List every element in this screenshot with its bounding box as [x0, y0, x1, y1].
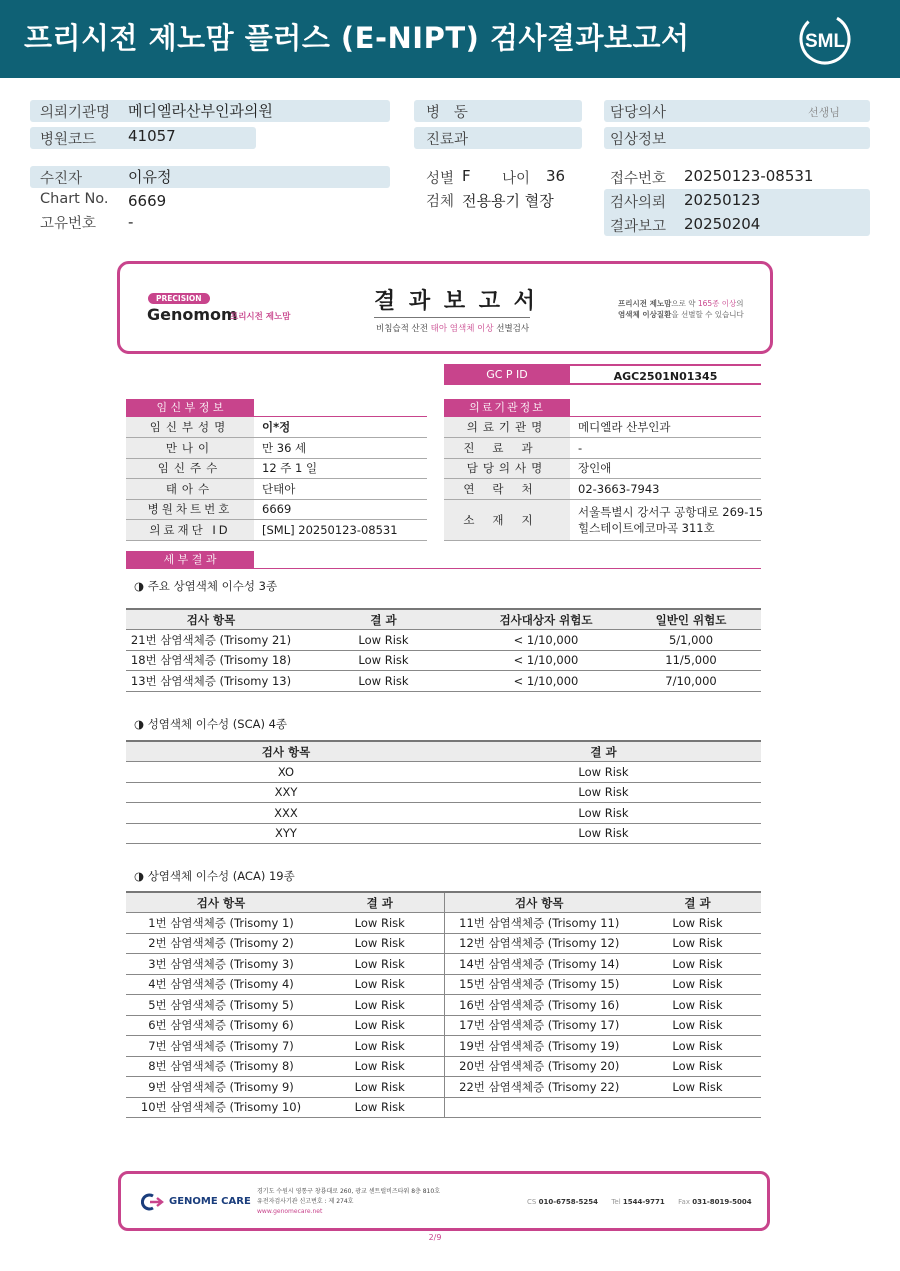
- request-value: 20250123: [684, 191, 761, 209]
- clinical-label: 임상정보: [610, 132, 667, 148]
- cs-label: CS: [527, 1198, 537, 1206]
- medical-info-header: 의료기관정보: [444, 399, 570, 417]
- table-cell: 3번 삼염색체증 (Trisomy 3): [126, 954, 316, 975]
- sex-label: 성별: [426, 171, 455, 187]
- age-label: 나이: [502, 171, 531, 187]
- institution-label: 의뢰기관명: [40, 105, 111, 121]
- title-underline: [374, 317, 530, 318]
- table-cell: Low Risk: [296, 650, 471, 671]
- page-title: 프리시전 제노맘 플러스 (E-NIPT) 검사결과보고서: [24, 21, 690, 55]
- table-cell: Low Risk: [316, 1056, 444, 1077]
- institution-val: 메디엘라 산부인과: [570, 417, 761, 438]
- genomom-brand: Genomom: [147, 305, 238, 324]
- ward-label: 병 동: [426, 105, 468, 121]
- table-cell: Low Risk: [316, 933, 444, 954]
- col-header: 검사 항목: [444, 892, 634, 913]
- report-subtitle: [376, 322, 529, 334]
- note-count: 165종 이상: [697, 299, 737, 308]
- table-cell: Low Risk: [634, 1077, 761, 1098]
- note-disease: 염색체 이상질환: [618, 310, 672, 319]
- table-header-row: [126, 609, 761, 630]
- table-cell: < 1/10,000: [471, 630, 621, 651]
- table-cell: 13번 삼염색체증 (Trisomy 13): [126, 671, 296, 692]
- table-cell: Low Risk: [296, 671, 471, 692]
- subtitle-post: 선별검사: [493, 324, 530, 334]
- table-header-row: [126, 892, 761, 913]
- table-cell: 16번 삼염색체증 (Trisomy 16): [444, 995, 634, 1016]
- pregnant-name-key: 임신부성명: [126, 417, 254, 438]
- doctor-key: 담당의사명: [444, 458, 570, 479]
- address-line2: 힐스테이트에코마곡 311호: [578, 520, 715, 535]
- table-cell: Low Risk: [634, 933, 761, 954]
- examinee-value: 이유정: [128, 168, 172, 186]
- table-cell: Low Risk: [634, 1036, 761, 1057]
- chart-no-value: 6669: [254, 499, 427, 520]
- examinee-pill: [30, 166, 390, 188]
- pregnant-weeks-value: 12 주 1 일: [254, 458, 427, 479]
- chart-label: Chart No.: [40, 191, 109, 207]
- table-cell: Low Risk: [316, 1015, 444, 1036]
- table-cell: 4번 삼염색체증 (Trisomy 4): [126, 974, 316, 995]
- report-title: 결 과 보 고 서: [374, 289, 538, 314]
- contact-key: 연락처: [444, 479, 570, 500]
- table-cell: 7/10,000: [621, 671, 761, 692]
- fetus-count-key: 태아수: [126, 479, 254, 500]
- gcp-id-value: AGC2501N01345: [570, 364, 761, 385]
- table-cell: 15번 삼염색체증 (Trisomy 15): [444, 974, 634, 995]
- sca-title-text: 성염색체 이수성 (SCA) 4종: [147, 717, 288, 731]
- aca-table-body: [126, 913, 761, 1118]
- footer-address2: 유전자검사기관 신고번호 : 제 274호: [257, 1198, 354, 1205]
- table-cell: 22번 삼염색체증 (Trisomy 22): [444, 1077, 634, 1098]
- hospital-code-value: 41057: [128, 127, 176, 145]
- table-row: [444, 479, 761, 500]
- request-label: 검사의뢰: [610, 195, 667, 211]
- report-note: [618, 298, 744, 320]
- table-row: [126, 499, 427, 520]
- sca-table-body: [126, 762, 761, 844]
- contact-val: 02-3663-7943: [570, 479, 761, 500]
- foundation-id-value: [SML] 20250123-08531: [254, 520, 427, 541]
- table-row: [126, 650, 761, 671]
- table-cell: Low Risk: [446, 762, 761, 783]
- table-cell: XYY: [126, 823, 446, 844]
- table-cell: 20번 삼염색체증 (Trisomy 20): [444, 1056, 634, 1077]
- major-table-body: [126, 630, 761, 692]
- medical-info-table: [444, 417, 764, 541]
- chart-no-key: 병원차트번호: [126, 499, 254, 520]
- table-cell: 2번 삼염색체증 (Trisomy 2): [126, 933, 316, 954]
- table-row: [126, 671, 761, 692]
- table-cell: Low Risk: [316, 954, 444, 975]
- half-circle-icon: ◑: [134, 869, 148, 883]
- col-header: 결 과: [634, 892, 761, 913]
- report-value: 20250204: [684, 215, 761, 233]
- half-circle-icon: ◑: [134, 717, 148, 731]
- col-header: 검사 항목: [126, 892, 316, 913]
- pregnant-weeks-key: 임신주수: [126, 458, 254, 479]
- doctor-value: 선생님: [808, 106, 840, 119]
- table-row: [126, 803, 761, 824]
- table-cell: 21번 삼염색체증 (Trisomy 21): [126, 630, 296, 651]
- table-cell: 5번 삼염색체증 (Trisomy 5): [126, 995, 316, 1016]
- table-cell: Low Risk: [316, 1097, 444, 1118]
- fetus-count-value: 단태아: [254, 479, 427, 500]
- table-cell: 9번 삼염색체증 (Trisomy 9): [126, 1077, 316, 1098]
- table-row: [126, 520, 427, 541]
- table-cell: Low Risk: [634, 1056, 761, 1077]
- table-cell: 6번 삼염색체증 (Trisomy 6): [126, 1015, 316, 1036]
- pregnant-age-key: 만나이: [126, 438, 254, 459]
- col-header: 결 과: [446, 741, 761, 762]
- table-row: [126, 438, 427, 459]
- receipt-value: 20250123-08531: [684, 167, 814, 185]
- table-row: [444, 458, 761, 479]
- address-key: 소재지: [444, 499, 570, 540]
- sml-logo-text: SML: [804, 31, 846, 52]
- address-line1: 서울특별시 강서구 공항대로 269-15: [578, 504, 764, 519]
- table-row: [126, 1015, 761, 1036]
- table-cell: Low Risk: [634, 1015, 761, 1036]
- unique-label: 고유번호: [40, 216, 97, 232]
- institution-value: 메디엘라산부인과의원: [128, 102, 273, 120]
- table-cell: Low Risk: [634, 954, 761, 975]
- table-cell: 1번 삼염색체증 (Trisomy 1): [126, 913, 316, 934]
- receipt-label: 접수번호: [610, 171, 667, 187]
- department-label: 진료과: [426, 132, 469, 148]
- fax-label: Fax: [678, 1198, 690, 1206]
- doctor-val: 장인애: [570, 458, 761, 479]
- institution-key: 의료기관명: [444, 417, 570, 438]
- table-cell: 5/1,000: [621, 630, 761, 651]
- doctor-label: 담당의사: [610, 105, 667, 121]
- table-row: [126, 933, 761, 954]
- specimen-label: 검체: [426, 194, 455, 210]
- col-header: 검사 항목: [126, 741, 446, 762]
- subtitle-em: 태아 염색체 이상: [430, 324, 494, 334]
- note-text2: 의: [736, 299, 744, 308]
- col-header: 검사 항목: [126, 609, 296, 630]
- table-cell: [634, 1097, 761, 1118]
- table-row: [126, 995, 761, 1016]
- details-rule: [254, 568, 761, 569]
- table-cell: 10번 삼염색체증 (Trisomy 10): [126, 1097, 316, 1118]
- aca-table: [126, 891, 761, 1118]
- table-row: [126, 417, 427, 438]
- address-val: [570, 499, 764, 540]
- major-section-title: [134, 578, 277, 594]
- table-row: [126, 913, 761, 934]
- major-title-text: 주요 상염색체 이수성 3종: [147, 579, 278, 593]
- table-row: [126, 823, 761, 844]
- major-table: [126, 608, 761, 692]
- table-row: [126, 1036, 761, 1057]
- pregnant-info-header: 임 신 부 정 보: [126, 399, 254, 417]
- table-cell: XXY: [126, 782, 446, 803]
- specimen-value: 전용용기 혈장: [462, 192, 554, 210]
- gcp-id-label: GC P ID: [444, 364, 570, 385]
- footer-address1: 경기도 수원시 영통구 창룡대로 260, 광교 센트럴비즈타워 8층 810호: [257, 1188, 440, 1195]
- table-row: [126, 762, 761, 783]
- table-cell: 19번 삼염색체증 (Trisomy 19): [444, 1036, 634, 1057]
- aca-title-text: 상염색체 이수성 (ACA) 19종: [147, 869, 295, 883]
- table-row: [126, 954, 761, 975]
- table-cell: 7번 삼염색체증 (Trisomy 7): [126, 1036, 316, 1057]
- table-cell: Low Risk: [316, 1036, 444, 1057]
- pregnant-age-value: 만 36 세: [254, 438, 427, 459]
- sex-value: F: [462, 167, 471, 185]
- table-cell: 17번 삼염색체증 (Trisomy 17): [444, 1015, 634, 1036]
- table-row: [444, 417, 761, 438]
- col-header: 검사대상자 위험도: [471, 609, 621, 630]
- table-row: [126, 1056, 761, 1077]
- table-cell: Low Risk: [634, 974, 761, 995]
- footer-box: [118, 1171, 770, 1231]
- tel-value: 1544-9771: [622, 1198, 665, 1206]
- footer-address: [257, 1187, 440, 1217]
- sca-section-title: [134, 716, 287, 732]
- unique-value: -: [128, 213, 134, 231]
- table-row: [126, 1077, 761, 1098]
- table-cell: 11번 삼염색체증 (Trisomy 11): [444, 913, 634, 934]
- sml-logo: [795, 12, 855, 66]
- table-cell: 18번 삼염색체증 (Trisomy 18): [126, 650, 296, 671]
- half-circle-icon: ◑: [134, 579, 148, 593]
- department-val: -: [570, 438, 761, 459]
- age-value: 36: [546, 167, 566, 185]
- table-cell: [444, 1097, 634, 1118]
- table-cell: XXX: [126, 803, 446, 824]
- table-cell: Low Risk: [634, 913, 761, 934]
- pregnant-info-table: [126, 417, 427, 541]
- department-key: 진료과: [444, 438, 570, 459]
- page-number: 2/9: [428, 1233, 442, 1242]
- pregnant-name-value: 이*정: [254, 417, 427, 438]
- table-header-row: [126, 741, 761, 762]
- sca-table: [126, 740, 761, 844]
- table-cell: 11/5,000: [621, 650, 761, 671]
- table-row: [126, 630, 761, 651]
- table-cell: Low Risk: [316, 1077, 444, 1098]
- table-cell: 12번 삼염색체증 (Trisomy 12): [444, 933, 634, 954]
- table-row: [126, 458, 427, 479]
- genomom-brand-kr: 프리시전 제노맘: [230, 312, 291, 322]
- col-header: 결 과: [316, 892, 444, 913]
- table-cell: Low Risk: [446, 803, 761, 824]
- table-row: [126, 479, 427, 500]
- report-label: 결과보고: [610, 219, 667, 235]
- table-row: [126, 974, 761, 995]
- fax-value: 031-8019-5004: [692, 1198, 752, 1206]
- chart-value: 6669: [128, 192, 167, 210]
- table-row: [444, 499, 761, 540]
- table-row: [126, 782, 761, 803]
- subtitle-pre: 비침습적 산전: [376, 324, 431, 334]
- footer-website[interactable]: www.genomecare.net: [257, 1208, 323, 1215]
- details-header: 세 부 결 과: [126, 551, 254, 569]
- table-cell: XO: [126, 762, 446, 783]
- note-brand: 프리시전 제노맘: [618, 299, 672, 308]
- table-cell: Low Risk: [446, 823, 761, 844]
- table-cell: 14번 삼염색체증 (Trisomy 14): [444, 954, 634, 975]
- table-cell: Low Risk: [316, 913, 444, 934]
- examinee-label: 수진자: [40, 171, 83, 187]
- table-cell: Low Risk: [296, 630, 471, 651]
- table-cell: Low Risk: [446, 782, 761, 803]
- table-cell: Low Risk: [634, 995, 761, 1016]
- top-banner: [0, 0, 900, 78]
- report-header-box: [117, 261, 773, 354]
- col-header: 일반인 위험도: [621, 609, 761, 630]
- note-text3: 을 선별할 수 있습니다: [671, 310, 744, 319]
- table-cell: < 1/10,000: [471, 671, 621, 692]
- table-row: [126, 1097, 761, 1118]
- aca-section-title: [134, 868, 295, 884]
- table-cell: 8번 삼염색체증 (Trisomy 8): [126, 1056, 316, 1077]
- cs-value: 010-6758-5254: [538, 1198, 598, 1206]
- table-row: [444, 438, 761, 459]
- genome-care-brand: GENOME CARE: [169, 1196, 251, 1207]
- col-header: 결 과: [296, 609, 471, 630]
- genome-care-logo-icon: [141, 1193, 167, 1211]
- precision-badge: PRECISION: [148, 293, 210, 304]
- table-cell: Low Risk: [316, 974, 444, 995]
- table-cell: Low Risk: [316, 995, 444, 1016]
- tel-label: Tel: [611, 1198, 621, 1206]
- footer-contacts: [527, 1198, 752, 1206]
- note-text1: 으로 약: [671, 299, 698, 308]
- table-cell: < 1/10,000: [471, 650, 621, 671]
- foundation-id-key: 의료재단 ID: [126, 520, 254, 541]
- hospital-code-label: 병원코드: [40, 132, 97, 148]
